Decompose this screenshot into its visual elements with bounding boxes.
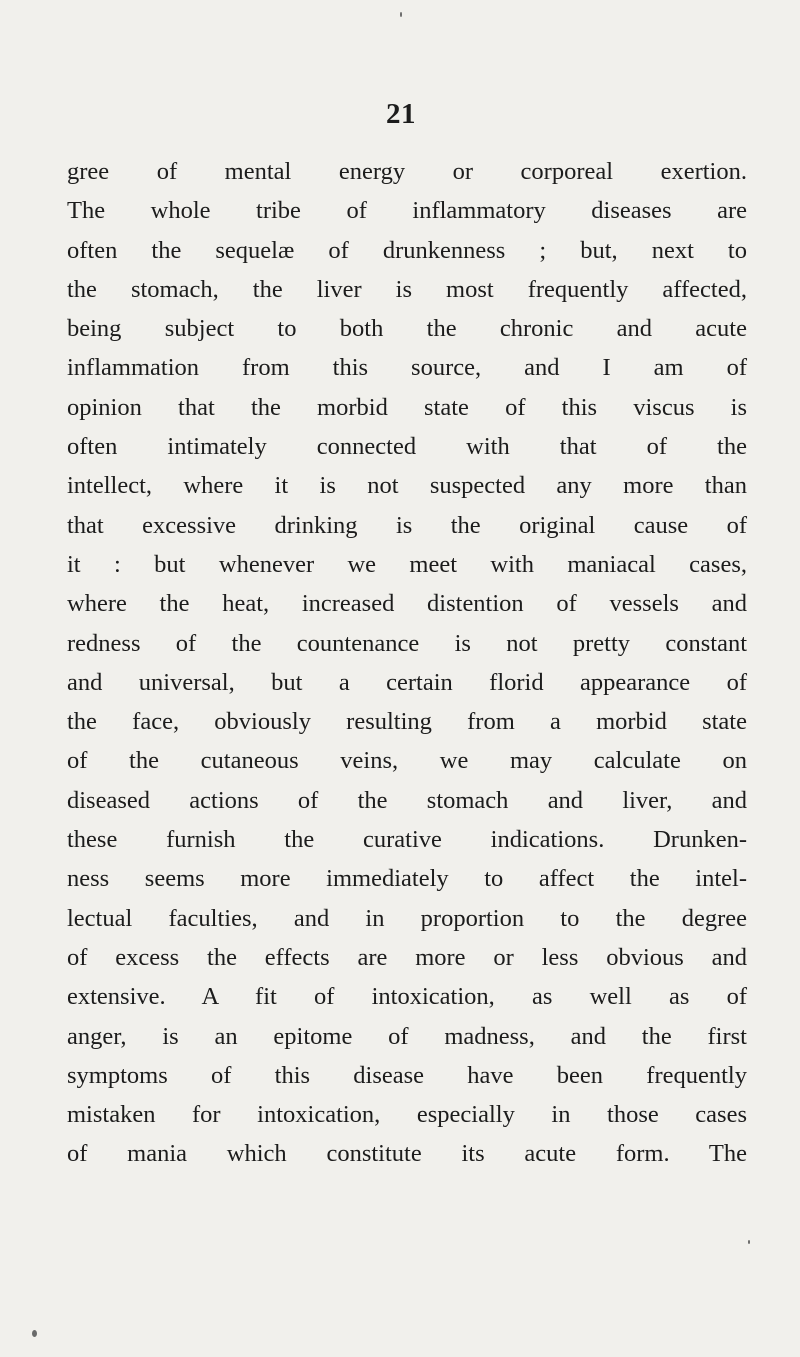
text-line: of the cutaneous veins, we may calculate on <box>67 747 747 775</box>
text-line: and universal, but a certain florid appearance of <box>67 668 747 696</box>
text-line: it : but whenever we meet with maniacal cases, <box>67 550 747 578</box>
text-line: often the sequelæ of drunkenness ; but, next to <box>67 236 747 264</box>
text-line: often intimately connected with that of the <box>67 433 747 461</box>
text-line: gree of mental energy or corporeal exertion. <box>67 158 747 185</box>
text-line: intellect, where it is not suspected any more than <box>67 472 747 500</box>
text-line: redness of the countenance is not pretty constant <box>67 629 747 657</box>
text-line: anger, is an epitome of madness, and the first <box>67 1022 747 1050</box>
page-number: 21 <box>386 98 416 130</box>
text-line: ness seems more immediately to affect the intel- <box>67 865 747 893</box>
text-line: extensive. A fit of intoxication, as well as of <box>67 983 747 1011</box>
text-line: that excessive drinking is the original cause of <box>67 511 747 539</box>
text-line: these furnish the curative indications. Drunken- <box>67 826 747 854</box>
text-line: of excess the effects are more or less obvious and <box>67 943 747 971</box>
text-line: diseased actions of the stomach and liver, and <box>67 786 747 814</box>
text-line: symptoms of this disease have been frequently <box>67 1061 747 1089</box>
text-line: opinion that the morbid state of this viscus is <box>67 393 747 421</box>
scan-speck <box>400 12 402 17</box>
text-line: where the heat, increased distention of vessels and <box>67 590 747 618</box>
body-text <box>67 152 747 1174</box>
scan-speck <box>748 1240 750 1244</box>
text-line: lectual faculties, and in proportion to the degree <box>67 904 747 932</box>
text-line: mistaken for intoxication, especially in those cases <box>67 1101 747 1129</box>
text-line: the stomach, the liver is most frequently affected, <box>67 275 747 303</box>
text-line: being subject to both the chronic and acute <box>67 315 747 343</box>
text-line: The whole tribe of inflammatory diseases are <box>67 197 747 225</box>
scan-speck <box>32 1330 37 1337</box>
text-line: the face, obviously resulting from a morbid state <box>67 708 747 736</box>
text-line: of mania which constitute its acute form. The <box>67 1140 747 1168</box>
text-line: inflammation from this source, and I am of <box>67 354 747 382</box>
